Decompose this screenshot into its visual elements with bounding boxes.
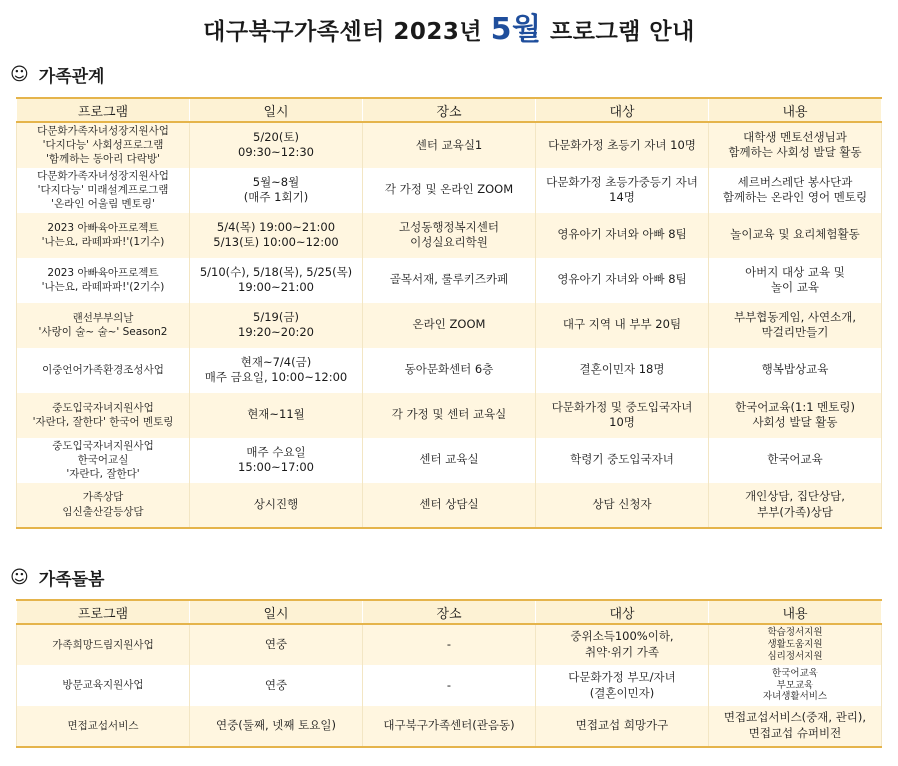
page-title <box>0 4 898 48</box>
table-cell: 매주 수요일 15:00~17:00 <box>190 438 363 483</box>
table-cell: 상담 신청자 <box>536 483 709 528</box>
table-row <box>17 303 882 348</box>
table-row <box>17 438 882 483</box>
table-row <box>17 483 882 528</box>
table-row <box>17 348 882 393</box>
table-row <box>17 393 882 438</box>
table-header-row <box>17 600 882 624</box>
column-header: 장소 <box>363 600 536 624</box>
table-cell: 한국어교육(1:1 멘토링) 사회성 발달 활동 <box>709 393 882 438</box>
smiley-icon: ☺ <box>10 64 29 85</box>
table-cell: 학령기 중도입국자녀 <box>536 438 709 483</box>
table-header-row <box>17 98 882 122</box>
table-cell: 연중 <box>190 624 363 665</box>
table-cell: 연중(둘째, 넷째 토요일) <box>190 706 363 747</box>
table-cell: 각 가정 및 센터 교육실 <box>363 393 536 438</box>
table-cell: 5/19(금) 19:20~20:20 <box>190 303 363 348</box>
table-cell: 한국어교육 부모교육 자녀생활서비스 <box>709 665 882 706</box>
table-cell: 5/20(토) 09:30~12:30 <box>190 122 363 168</box>
program-table-family-relations <box>16 97 882 529</box>
table-cell: 결혼이민자 18명 <box>536 348 709 393</box>
table-cell: 연중 <box>190 665 363 706</box>
column-header: 내용 <box>709 98 882 122</box>
table-cell: 다문화가정 부모/자녀 (결혼이민자) <box>536 665 709 706</box>
program-table-family-care <box>16 599 882 748</box>
table-cell: 5월~8월 (매주 1회기) <box>190 168 363 213</box>
table-cell: 5/10(수), 5/18(목), 5/25(목) 19:00~21:00 <box>190 258 363 303</box>
table-cell: 랜선부부의날 '사랑이 술~ 술~' Season2 <box>17 303 190 348</box>
table-cell: 다문화가정 및 중도입국자녀 10명 <box>536 393 709 438</box>
table-cell: 학습정서지원 생활도움지원 심리정서지원 <box>709 624 882 665</box>
table-cell: 온라인 ZOOM <box>363 303 536 348</box>
table-cell: 면접교섭서비스(중재, 관리), 면접교섭 슈퍼비전 <box>709 706 882 747</box>
table-cell: 대구 지역 내 부부 20팀 <box>536 303 709 348</box>
table-cell: 5/4(목) 19:00~21:00 5/13(토) 10:00~12:00 <box>190 213 363 258</box>
table-cell: 세르버스레단 봉사단과 함께하는 온라인 영어 멘토링 <box>709 168 882 213</box>
table-row <box>17 122 882 168</box>
section-heading-family-relations <box>10 62 104 87</box>
table-row <box>17 665 882 706</box>
table-cell: 센터 교육실 <box>363 438 536 483</box>
column-header: 대상 <box>536 600 709 624</box>
column-header: 일시 <box>190 98 363 122</box>
column-header: 대상 <box>536 98 709 122</box>
table-cell: 아버지 대상 교육 및 놀이 교육 <box>709 258 882 303</box>
table-cell: 대학생 멘토선생님과 함께하는 사회성 발달 활동 <box>709 122 882 168</box>
title-suffix: 프로그램 안내 <box>550 19 695 45</box>
table-cell: 동아문화센터 6층 <box>363 348 536 393</box>
table-cell: 중도입국자녀지원사업 한국어교실 '자란다, 잘한다' <box>17 438 190 483</box>
table-cell: 상시진행 <box>190 483 363 528</box>
table-row <box>17 706 882 747</box>
table-cell: - <box>363 665 536 706</box>
title-month: 5월 <box>490 12 542 47</box>
table-cell: 현재~11월 <box>190 393 363 438</box>
table-cell: 방문교육지원사업 <box>17 665 190 706</box>
section-title: 가족관계 <box>38 67 105 87</box>
table-cell: 개인상담, 집단상담, 부부(가족)상담 <box>709 483 882 528</box>
table-cell: 고성동행정복지센터 이성실요리학원 <box>363 213 536 258</box>
table-row <box>17 213 882 258</box>
table-cell: 다문화가족자녀성장지원사업 '다지다능' 사회성프로그램 '함께하는 동아리 다락방' <box>17 122 190 168</box>
table-cell: 2023 아빠육아프로젝트 '나는요, 라떼파파!'(2기수) <box>17 258 190 303</box>
table-cell: 골목서재, 룰루키즈카페 <box>363 258 536 303</box>
table-cell: 한국어교육 <box>709 438 882 483</box>
table-cell: 면접교섭 희망가구 <box>536 706 709 747</box>
table-cell: 면접교섭서비스 <box>17 706 190 747</box>
table-cell: 대구북구가족센터(관음동) <box>363 706 536 747</box>
table-cell: 센터 교육실1 <box>363 122 536 168</box>
table-cell: 놀이교육 및 요리체험활동 <box>709 213 882 258</box>
table-cell: 부부협동게임, 사연소개, 막걸리만들기 <box>709 303 882 348</box>
table-row <box>17 258 882 303</box>
column-header: 내용 <box>709 600 882 624</box>
table-cell: 2023 아빠육아프로젝트 '나는요, 라떼파파!'(1기수) <box>17 213 190 258</box>
table-cell: 가족희망드림지원사업 <box>17 624 190 665</box>
table-cell: 다문화가정 초등기 자녀 10명 <box>536 122 709 168</box>
section-title: 가족돌봄 <box>38 570 105 590</box>
table-cell: 각 가정 및 온라인 ZOOM <box>363 168 536 213</box>
section-heading-family-care <box>10 565 104 590</box>
smiley-icon: ☺ <box>10 567 29 588</box>
column-header: 프로그램 <box>17 600 190 624</box>
table-cell: 행복밥상교육 <box>709 348 882 393</box>
table-cell: 다문화가족자녀성장지원사업 '다지다능' 미래설계프로그램 '온라인 어울림 멘토링' <box>17 168 190 213</box>
table-cell: 영유아기 자녀와 아빠 8팀 <box>536 213 709 258</box>
table-cell: 중위소득100%이하, 취약·위기 가족 <box>536 624 709 665</box>
column-header: 장소 <box>363 98 536 122</box>
table-row <box>17 168 882 213</box>
table-cell: 다문화가정 초등가중등기 자녀 14명 <box>536 168 709 213</box>
title-prefix: 대구북구가족센터 2023년 <box>203 19 483 45</box>
table-row <box>17 624 882 665</box>
column-header: 프로그램 <box>17 98 190 122</box>
table-cell: 센터 상담실 <box>363 483 536 528</box>
table-cell: - <box>363 624 536 665</box>
column-header: 일시 <box>190 600 363 624</box>
table-cell: 중도입국자녀지원사업 '자란다, 잘한다' 한국어 멘토링 <box>17 393 190 438</box>
table-cell: 현재~7/4(금) 매주 금요일, 10:00~12:00 <box>190 348 363 393</box>
table-cell: 가족상담 임신출산갈등상담 <box>17 483 190 528</box>
table-cell: 영유아기 자녀와 아빠 8팀 <box>536 258 709 303</box>
table-cell: 이중언어가족환경조성사업 <box>17 348 190 393</box>
